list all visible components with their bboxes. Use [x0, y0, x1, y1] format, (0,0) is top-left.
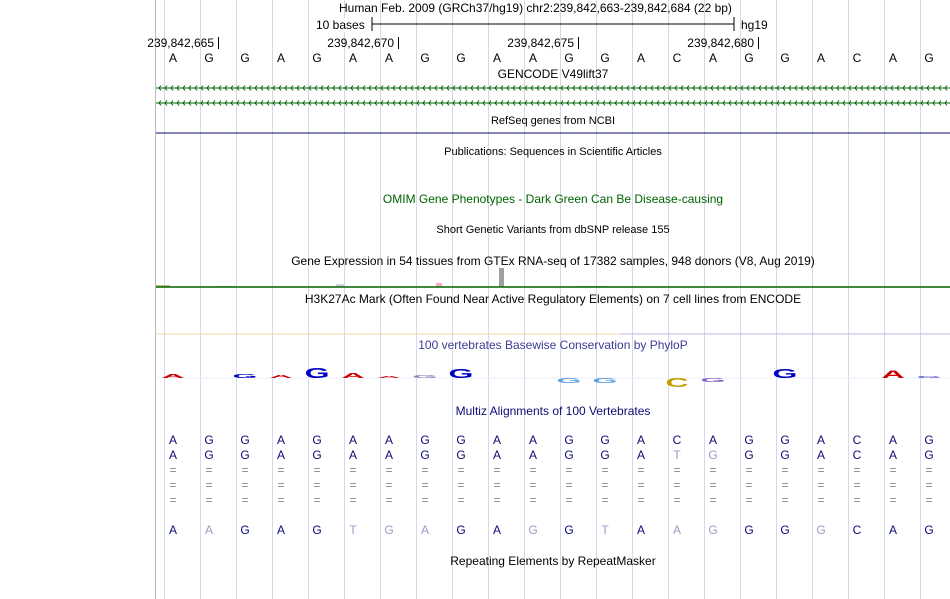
alignment-base: A: [672, 523, 682, 537]
multiz-track-title[interactable]: Multiz Alignments of 100 Vertebrates: [455, 404, 651, 418]
alignment-base: =: [385, 478, 393, 492]
alignment-base: =: [601, 478, 609, 492]
track-labels-panel: [0, 0, 155, 599]
alignment-base: =: [313, 493, 321, 507]
phylop-glyph: A: [269, 374, 293, 379]
repeatmasker-track-title[interactable]: Repeating Elements by RepeatMasker: [450, 554, 656, 568]
alignment-base: =: [457, 478, 465, 492]
phylop-glyph: G: [592, 376, 618, 385]
reference-base: A: [348, 51, 358, 65]
position-tick-mark: [578, 37, 579, 49]
alignment-base: =: [745, 478, 753, 492]
alignment-base: G: [708, 448, 718, 462]
db-text: hg19: [741, 18, 768, 32]
alignment-base: =: [241, 478, 249, 492]
alignment-base: G: [528, 523, 538, 537]
alignment-base: =: [601, 493, 609, 507]
alignment-base: =: [169, 493, 177, 507]
phylop-glyph: A: [341, 371, 365, 380]
alignment-base: =: [853, 493, 861, 507]
phylop-glyph: G: [232, 372, 258, 380]
phylop-glyph: G: [556, 376, 582, 385]
alignment-base: G: [456, 523, 466, 537]
alignment-base: G: [708, 523, 718, 537]
reference-base: G: [780, 51, 790, 65]
alignment-base: A: [276, 523, 286, 537]
alignment-base: A: [492, 523, 502, 537]
alignment-base: A: [816, 433, 826, 447]
alignment-base: A: [492, 448, 502, 462]
reference-base: A: [708, 51, 718, 65]
alignment-base: A: [528, 433, 538, 447]
alignment-base: =: [169, 478, 177, 492]
alignment-base: G: [744, 433, 754, 447]
alignment-base: =: [673, 493, 681, 507]
alignment-base: =: [421, 478, 429, 492]
omim-track-title[interactable]: OMIM Gene Phenotypes - Dark Green Can Be Disease-causing: [382, 192, 724, 206]
alignment-base: =: [169, 463, 177, 477]
alignment-base: A: [708, 433, 718, 447]
position-tick-label: 239,842,665: [147, 36, 214, 50]
reference-base: G: [240, 51, 250, 65]
alignment-base: =: [205, 493, 213, 507]
reference-base: G: [312, 51, 322, 65]
publications-track-title[interactable]: Publications: Sequences in Scientific Articles: [444, 146, 662, 158]
alignment-base: =: [205, 463, 213, 477]
alignment-base: =: [313, 463, 321, 477]
alignment-base: =: [529, 463, 537, 477]
phylop-glyph: G: [772, 366, 798, 382]
alignment-base: =: [313, 478, 321, 492]
alignment-base: G: [924, 433, 934, 447]
alignment-base: =: [457, 493, 465, 507]
alignment-base: A: [348, 448, 358, 462]
alignment-base: =: [457, 463, 465, 477]
refseq-feature[interactable]: [156, 128, 950, 138]
alignment-base: =: [637, 463, 645, 477]
reference-base: A: [492, 51, 502, 65]
alignment-base: A: [168, 433, 178, 447]
alignment-base: =: [277, 493, 285, 507]
phylop-glyph: A: [161, 372, 185, 380]
alignment-base: =: [817, 478, 825, 492]
alignment-base: =: [925, 478, 933, 492]
alignment-base: T: [601, 523, 609, 537]
alignment-base: A: [420, 523, 430, 537]
alignment-base: =: [421, 463, 429, 477]
reference-base: A: [888, 51, 898, 65]
alignment-base: A: [528, 448, 538, 462]
alignment-base: G: [312, 523, 322, 537]
alignment-base: G: [204, 433, 214, 447]
alignment-base: =: [349, 478, 357, 492]
alignment-base: =: [925, 493, 933, 507]
alignment-base: G: [384, 523, 394, 537]
reference-base: A: [168, 51, 178, 65]
alignment-base: =: [349, 463, 357, 477]
phylop-track-title[interactable]: 100 vertebrates Basewise Conservation by PhyloP: [418, 338, 688, 352]
phylop-glyph: G: [700, 376, 726, 384]
alignment-base: G: [816, 523, 826, 537]
alignment-base: =: [385, 493, 393, 507]
reference-base: G: [456, 51, 466, 65]
alignment-base: =: [565, 463, 573, 477]
alignment-base: G: [780, 433, 790, 447]
alignment-base: =: [817, 493, 825, 507]
position-tick-mark: [218, 37, 219, 49]
alignment-base: A: [636, 433, 646, 447]
reference-base: G: [924, 51, 934, 65]
alignment-base: G: [600, 433, 610, 447]
alignment-base: =: [709, 478, 717, 492]
alignment-base: =: [529, 493, 537, 507]
alignment-base: =: [853, 478, 861, 492]
h3k27ac-signal[interactable]: [156, 330, 950, 338]
gtex-bars[interactable]: [156, 266, 950, 290]
alignment-base: G: [420, 433, 430, 447]
phylop-glyph: A: [377, 375, 401, 379]
reference-base: G: [420, 51, 430, 65]
alignment-base: A: [888, 523, 898, 537]
alignment-base: G: [924, 523, 934, 537]
alignment-base: =: [889, 493, 897, 507]
alignment-base: G: [240, 448, 250, 462]
alignment-base: G: [420, 448, 430, 462]
alignment-base: =: [205, 478, 213, 492]
position-tick-label: 239,842,675: [507, 36, 574, 50]
alignment-base: =: [673, 478, 681, 492]
alignment-base: =: [241, 463, 249, 477]
reference-base: G: [564, 51, 574, 65]
alignment-base: A: [168, 523, 178, 537]
alignment-base: A: [384, 433, 394, 447]
alignment-base: =: [889, 478, 897, 492]
alignment-base: C: [852, 448, 862, 462]
alignment-base: =: [493, 478, 501, 492]
gencode-track-title[interactable]: GENCODE V49lift37: [497, 67, 609, 81]
position-tick-mark: [758, 37, 759, 49]
alignment-base: G: [744, 448, 754, 462]
dbsnp-track-title[interactable]: Short Genetic Variants from dbSNP release 155: [436, 224, 670, 236]
alignment-base: =: [853, 463, 861, 477]
alignment-base: G: [600, 448, 610, 462]
gtex-track-title[interactable]: Gene Expression in 54 tissues from GTEx RNA-seq of 17382 samples, 948 donors (V8, Aug 2019): [291, 254, 815, 268]
alignment-base: T: [673, 448, 681, 462]
alignment-base: C: [852, 523, 862, 537]
alignment-base: =: [709, 493, 717, 507]
alignment-base: A: [204, 523, 214, 537]
alignment-base: G: [312, 433, 322, 447]
reference-base: G: [744, 51, 754, 65]
alignment-base: C: [672, 433, 682, 447]
scale-text: 10 bases: [316, 18, 365, 32]
alignment-base: G: [312, 448, 322, 462]
alignment-base: G: [564, 448, 574, 462]
alignment-base: =: [637, 478, 645, 492]
alignment-base: G: [240, 433, 250, 447]
scale-bar: [0, 0, 950, 60]
alignment-base: =: [889, 463, 897, 477]
alignment-base: =: [529, 478, 537, 492]
alignment-base: =: [781, 463, 789, 477]
alignment-base: G: [780, 523, 790, 537]
reference-base: C: [672, 51, 682, 65]
alignment-base: =: [565, 478, 573, 492]
refseq-track-title[interactable]: RefSeq genes from NCBI: [490, 115, 616, 127]
gencode-features[interactable]: [156, 80, 950, 110]
reference-base: A: [816, 51, 826, 65]
position-tick-label: 239,842,680: [687, 36, 754, 50]
alignment-base: A: [348, 433, 358, 447]
alignment-base: =: [709, 463, 717, 477]
alignment-base: G: [456, 448, 466, 462]
alignment-base: =: [601, 463, 609, 477]
alignment-base: A: [276, 433, 286, 447]
alignment-base: A: [276, 448, 286, 462]
assembly-position-text: Human Feb. 2009 (GRCh37/hg19) chr2:239,842,663-239,842,684 (22 bp): [339, 1, 732, 15]
alignment-base: G: [564, 523, 574, 537]
phylop-glyph: G: [916, 375, 942, 379]
alignment-base: =: [349, 493, 357, 507]
alignment-base: G: [564, 433, 574, 447]
phylop-glyph: G: [412, 374, 438, 379]
alignment-base: =: [385, 463, 393, 477]
alignment-base: =: [745, 493, 753, 507]
h3k27ac-track-title[interactable]: H3K27Ac Mark (Often Found Near Active Regulatory Elements) on 7 cell lines from ENCODE: [304, 292, 802, 306]
alignment-base: =: [817, 463, 825, 477]
reference-base: A: [528, 51, 538, 65]
alignment-base: =: [277, 463, 285, 477]
alignment-base: =: [277, 478, 285, 492]
alignment-base: =: [781, 493, 789, 507]
alignment-base: =: [745, 463, 753, 477]
alignment-base: =: [925, 463, 933, 477]
alignment-base: =: [421, 493, 429, 507]
reference-base: A: [636, 51, 646, 65]
alignment-base: =: [565, 493, 573, 507]
alignment-base: A: [888, 448, 898, 462]
phylop-glyph: G: [448, 366, 474, 382]
alignment-base: A: [384, 448, 394, 462]
alignment-base: A: [816, 448, 826, 462]
alignment-base: G: [924, 448, 934, 462]
alignment-base: =: [637, 493, 645, 507]
alignment-base: A: [168, 448, 178, 462]
alignment-base: G: [204, 448, 214, 462]
alignment-base: =: [493, 463, 501, 477]
reference-base: G: [600, 51, 610, 65]
alignment-base: G: [456, 433, 466, 447]
alignment-base: G: [240, 523, 250, 537]
phylop-glyph: C: [665, 375, 689, 391]
reference-base: A: [384, 51, 394, 65]
phylop-glyph: A: [881, 368, 905, 381]
alignment-base: C: [852, 433, 862, 447]
position-tick-label: 239,842,670: [327, 36, 394, 50]
reference-base: G: [204, 51, 214, 65]
alignment-base: G: [744, 523, 754, 537]
phylop-glyph: G: [304, 365, 330, 382]
phylop-logo[interactable]: [156, 355, 950, 400]
alignment-base: =: [781, 478, 789, 492]
reference-base: C: [852, 51, 862, 65]
alignment-base: =: [241, 493, 249, 507]
position-tick-mark: [398, 37, 399, 49]
alignment-base: A: [636, 448, 646, 462]
alignment-base: A: [636, 523, 646, 537]
alignment-base: T: [349, 523, 357, 537]
alignment-base: G: [780, 448, 790, 462]
alignment-base: =: [493, 493, 501, 507]
alignment-base: A: [888, 433, 898, 447]
reference-base: A: [276, 51, 286, 65]
alignment-base: A: [492, 433, 502, 447]
alignment-base: =: [673, 463, 681, 477]
